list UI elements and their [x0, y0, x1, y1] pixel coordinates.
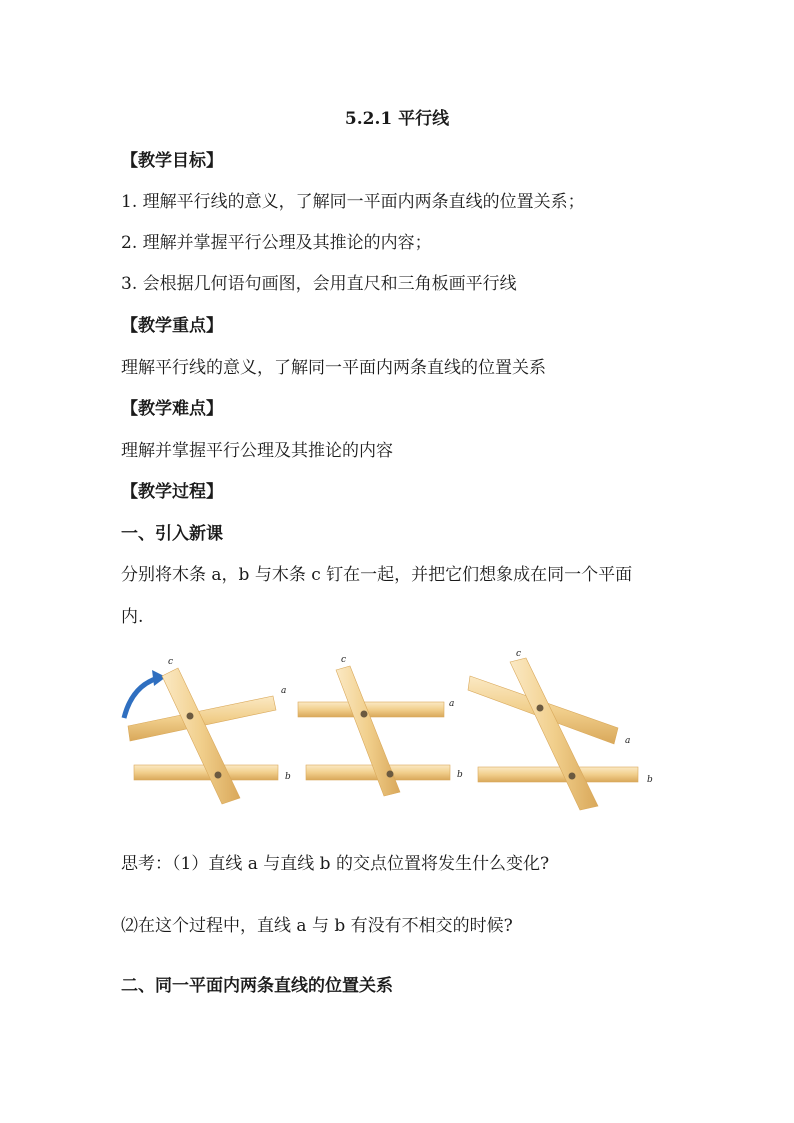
think-question-2: ⑵在这个过程中，直线 a 与 b 有没有不相交的时候?	[121, 916, 513, 936]
stick-group-1	[124, 657, 291, 804]
label-b-1: b	[285, 772, 291, 782]
process-heading: 【教学过程】	[121, 482, 223, 502]
nail-2a	[361, 711, 368, 718]
nail-1a	[187, 713, 194, 720]
stick-b-3	[478, 767, 638, 782]
objective-item-2: 2. 理解并掌握平行公理及其推论的内容；	[121, 233, 432, 253]
label-c-2: c	[341, 655, 347, 665]
difficulty-text: 理解并掌握平行公理及其推论的内容	[121, 441, 393, 461]
key-points-text: 理解平行线的意义，了解同一平面内两条直线的位置关系	[121, 358, 546, 378]
objectives-heading: 【教学目标】	[121, 151, 223, 171]
section1-text-line2: 内.	[121, 607, 144, 627]
nail-2b	[387, 771, 394, 778]
stick-group-2	[298, 655, 463, 796]
nail-3b	[569, 773, 576, 780]
nail-3a	[537, 705, 544, 712]
objective-item-3: 3. 会根据几何语句画图，会用直尺和三角板画平行线	[121, 274, 517, 294]
section1-text-line1: 分别将木条 a，b 与木条 c 钉在一起，并把它们想象成在同一个平面	[121, 565, 633, 585]
stick-a-2	[298, 702, 444, 717]
key-points-heading: 【教学重点】	[121, 316, 223, 336]
document-title: 5.2.1 平行线	[344, 109, 450, 129]
stick-c-3	[510, 658, 598, 810]
stick-group-3	[468, 649, 653, 810]
section2-heading: 二、同一平面内两条直线的位置关系	[121, 976, 393, 996]
wooden-sticks-figure	[118, 648, 668, 818]
label-a-1: a	[281, 686, 287, 696]
label-a-2: a	[449, 699, 455, 709]
objective-item-1: 1. 理解平行线的意义，了解同一平面内两条直线的位置关系；	[121, 192, 585, 212]
rotation-arrow	[124, 678, 158, 718]
label-b-2: b	[457, 770, 463, 780]
stick-c-1	[162, 668, 240, 804]
label-c-1: c	[168, 657, 174, 667]
nail-1b	[215, 772, 222, 779]
label-b-3: b	[647, 775, 653, 785]
think-question-1: 思考：（1）直线 a 与直线 b 的交点位置将发生什么变化?	[121, 854, 550, 874]
label-c-3: c	[516, 649, 522, 659]
difficulty-heading: 【教学难点】	[121, 399, 223, 419]
label-a-3: a	[625, 736, 631, 746]
section1-heading: 一、引入新课	[121, 524, 223, 544]
wooden-sticks-illustration	[118, 648, 668, 818]
